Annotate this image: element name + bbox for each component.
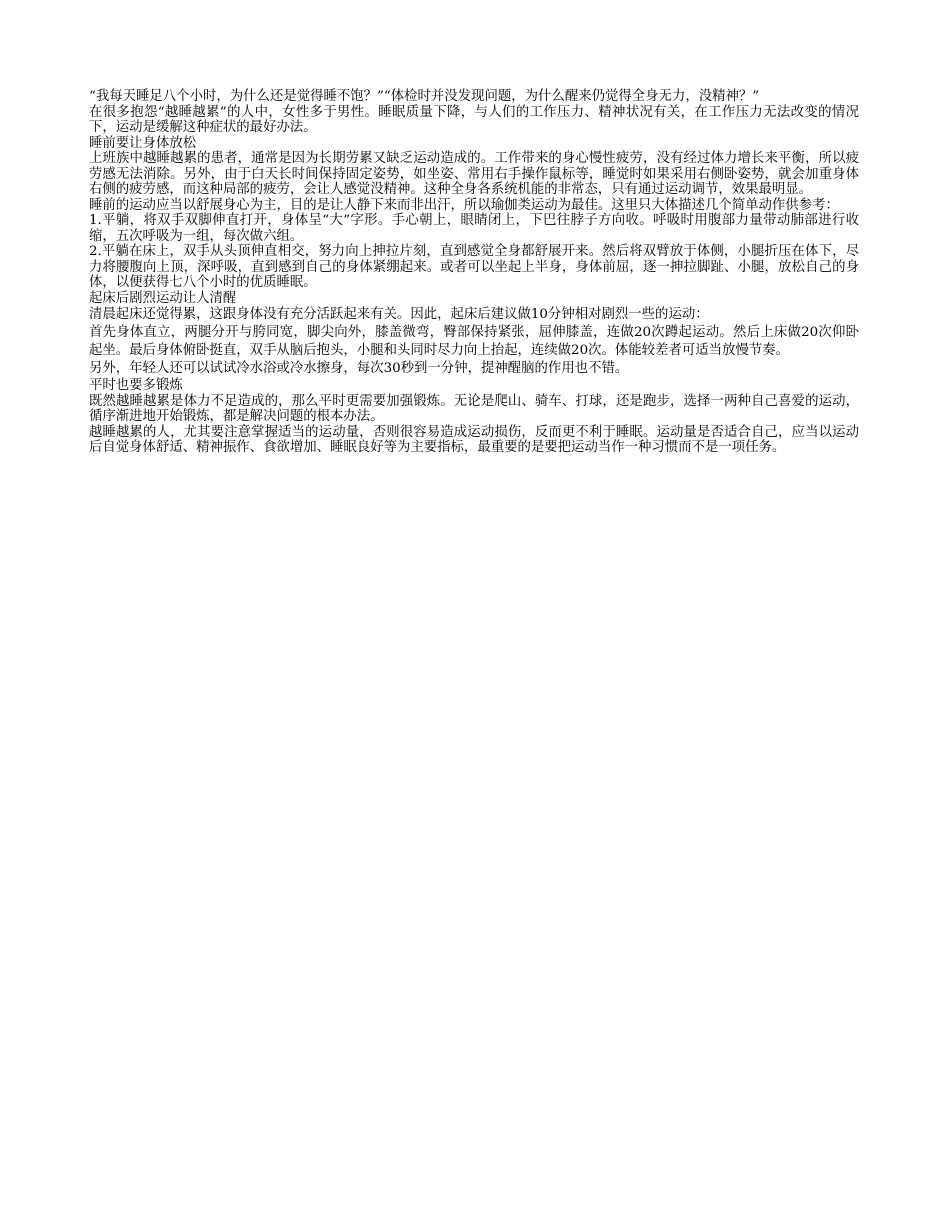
- paragraph: 睡前的运动应当以舒展身心为主，目的是让人静下来而非出汗，所以瑜伽类运动为最佳。这里只大体描述几个简单动作供参考：: [89, 197, 839, 213]
- paragraph: 清晨起床还觉得累，这跟身体没有充分活跃起来有关。因此，起床后建议做10分钟相对剧烈一些的运动：: [89, 307, 709, 322]
- paragraph: 上班族中越睡越累的患者，通常是因为长期劳累又缺乏运动造成的。工作带来的身心慢性疲劳，没有经过体力增长来平衡，所以疲劳感无法消除。另外，由于白天长时间保持固定姿势，如坐姿、常用右手操作鼠标等，睡觉时如果采用右侧卧姿势，就会加重身体右侧的疲劳感，而这种局部的疲劳，会让人感觉没精神。这种全身各系统机能的非常态，只有通过运动调节，效果最明显。: [89, 151, 859, 197]
- paragraph: 另外，年轻人还可以试试冷水浴或冷水擦身，每次30秒到一分钟，提神醒脑的作用也不错。: [89, 361, 629, 376]
- exercise-step-1: 1.平躺，将双手双脚伸直打开，身体呈“大”字形。手心朝上，眼睛闭上，下巴往脖子方向收。呼吸时用腹部力量带动肺部进行收缩，五次呼吸为一组，每次做六组。: [89, 213, 859, 244]
- section-heading-regular-exercise: 平时也要多锻炼: [89, 378, 183, 393]
- paragraph: 首先身体直立，两腿分开与胯同宽，脚尖向外，膝盖微弯，臀部保持紧张，屈伸膝盖，连做20次蹲起运动。然后上床做20次仰卧起坐。最后身体俯卧挺直，双手从脑后抱头，小腿和头同时尽力向上抬起，连续做20次。体能较差者可适当放慢节奏。: [89, 325, 859, 358]
- paragraph: 既然越睡越累是体力不足造成的，那么平时更需要加强锻炼。无论是爬山、骑车、打球，还是跑步，选择一两种自己喜爱的运动，循序渐进地开始锻炼，都是解决问题的根本办法。: [89, 393, 859, 424]
- intro-paragraph: 在很多抱怨“越睡越累”的人中，女性多于男性。睡眠质量下降，与人们的工作压力、精神状况有关，在工作压力无法改变的情况下，运动是缓解这种症状的最好办法。: [89, 104, 859, 135]
- section-heading-bedtime-relax: 睡前要让身体放松: [89, 135, 197, 151]
- exercise-step-2: 2.平躺在床上，双手从头顶伸直相交，努力向上抻拉片刻，直到感觉全身都舒展开来。然后将双臂放于体侧，小腿折压在体下，尽力将腰腹向上顶，深呼吸，直到感到自己的身体紧绷起来。或者可以坐起上半身，身体前屈，逐一抻拉脚趾、小腿，放松自己的身体，以便获得七八个小时的优质睡眠。: [89, 244, 859, 290]
- intro-quote: “我每天睡足八个小时，为什么还是觉得睡不饱？”“体检时并没发现问题，为什么醒来仍觉得全身无力，没精神？”: [89, 89, 760, 104]
- article-body: [89, 89, 859, 456]
- paragraph: 越睡越累的人，尤其要注意掌握适当的运动量，否则很容易造成运动损伤，反而更不利于睡眠。运动量是否适合自己，应当以运动后自觉身体舒适、精神振作、食欲增加、睡眠良好等为主要指标，最重要的是要把运动当作一种习惯而不是一项任务。: [89, 424, 859, 455]
- section-heading-morning-exercise: 起床后剧烈运动让人清醒: [89, 290, 237, 306]
